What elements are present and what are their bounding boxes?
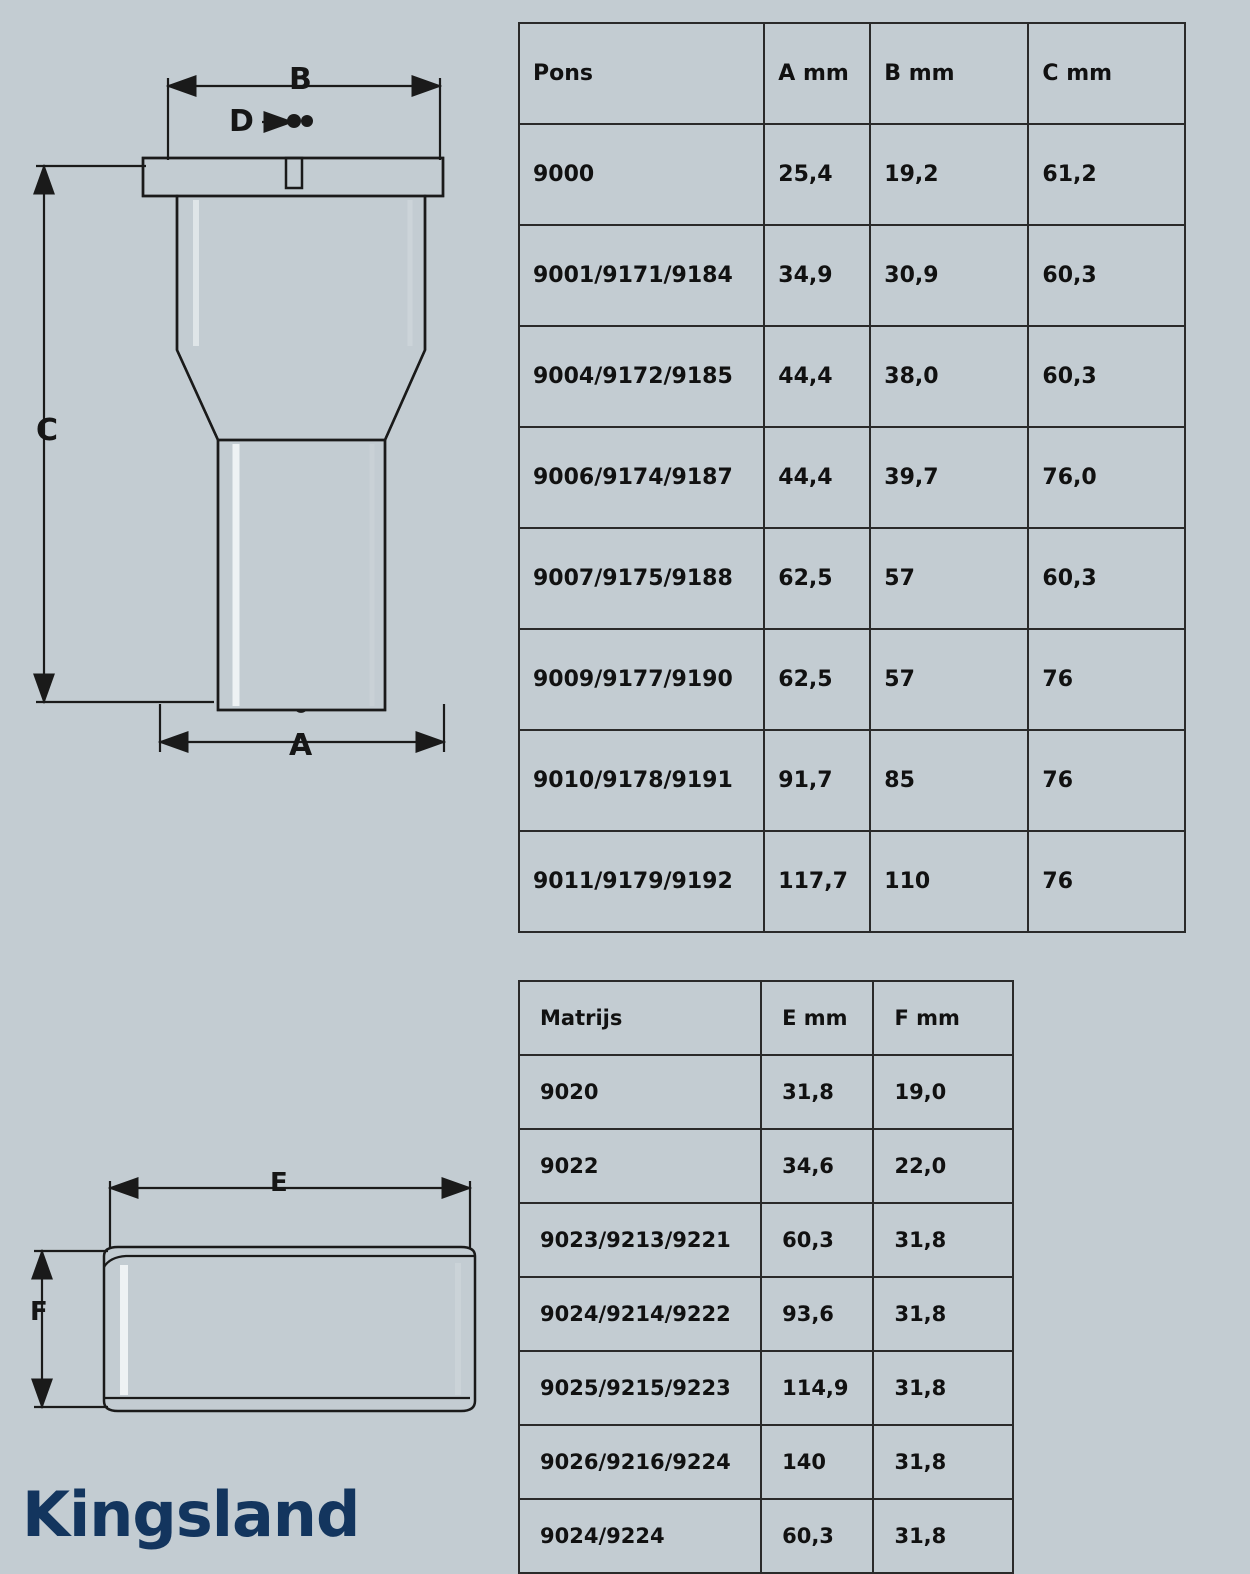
cell-matrijs-e: 140 <box>761 1425 873 1499</box>
table-row <box>519 1129 1013 1203</box>
table-row <box>519 1425 1013 1499</box>
column-header-c-mm: C mm <box>1028 23 1185 124</box>
table-row <box>519 1277 1013 1351</box>
cell-matrijs-f: 31,8 <box>873 1425 1013 1499</box>
cell-matrijs-e: 34,6 <box>761 1129 873 1203</box>
cell-pons-name: 9009/9177/9190 <box>519 629 764 730</box>
cell-matrijs-name: 9024/9224 <box>519 1499 761 1573</box>
column-header-a-mm: A mm <box>764 23 870 124</box>
cell-matrijs-e: 60,3 <box>761 1499 873 1573</box>
die-cross-section-drawing <box>0 1155 510 1495</box>
table-row <box>519 1055 1013 1129</box>
table-row <box>519 730 1185 831</box>
cell-pons-c: 76 <box>1028 730 1185 831</box>
column-header-pons: Pons <box>519 23 764 124</box>
cell-pons-a: 34,9 <box>764 225 870 326</box>
punch-cross-section-drawing <box>0 0 510 800</box>
cell-pons-name: 9000 <box>519 124 764 225</box>
column-header-f-mm: F mm <box>873 981 1013 1055</box>
cell-pons-c: 76 <box>1028 831 1185 932</box>
punch-dim-label-a: A <box>289 728 313 763</box>
cell-pons-c: 61,2 <box>1028 124 1185 225</box>
table-row <box>519 1203 1013 1277</box>
cell-matrijs-name: 9020 <box>519 1055 761 1129</box>
cell-pons-a: 91,7 <box>764 730 870 831</box>
cell-matrijs-f: 31,8 <box>873 1499 1013 1573</box>
cell-pons-a: 62,5 <box>764 528 870 629</box>
cell-matrijs-name: 9023/9213/9221 <box>519 1203 761 1277</box>
column-header-b-mm: B mm <box>870 23 1028 124</box>
table-row <box>519 1351 1013 1425</box>
punch-dim-label-c: C <box>36 413 59 448</box>
cell-pons-a: 117,7 <box>764 831 870 932</box>
table-row <box>519 427 1185 528</box>
column-header-matrijs: Matrijs <box>519 981 761 1055</box>
cell-pons-b: 39,7 <box>870 427 1028 528</box>
cell-pons-name: 9001/9171/9184 <box>519 225 764 326</box>
table-row <box>519 225 1185 326</box>
punch-dim-label-d: D <box>229 104 255 139</box>
cell-pons-b: 85 <box>870 730 1028 831</box>
cell-pons-name: 9006/9174/9187 <box>519 427 764 528</box>
cell-pons-c: 60,3 <box>1028 528 1185 629</box>
cell-pons-a: 25,4 <box>764 124 870 225</box>
cell-pons-name: 9004/9172/9185 <box>519 326 764 427</box>
cell-matrijs-e: 93,6 <box>761 1277 873 1351</box>
cell-matrijs-name: 9026/9216/9224 <box>519 1425 761 1499</box>
cell-matrijs-f: 31,8 <box>873 1203 1013 1277</box>
table-header-row <box>519 23 1185 124</box>
cell-pons-b: 57 <box>870 528 1028 629</box>
cell-pons-name: 9011/9179/9192 <box>519 831 764 932</box>
table-row <box>519 326 1185 427</box>
cell-pons-a: 44,4 <box>764 427 870 528</box>
cell-pons-name: 9010/9178/9191 <box>519 730 764 831</box>
cell-matrijs-f: 19,0 <box>873 1055 1013 1129</box>
cell-matrijs-e: 114,9 <box>761 1351 873 1425</box>
cell-pons-a: 62,5 <box>764 629 870 730</box>
cell-matrijs-f: 31,8 <box>873 1277 1013 1351</box>
pons-specifications-table <box>518 22 1186 933</box>
die-dim-label-e: E <box>270 1168 289 1198</box>
cell-matrijs-name: 9022 <box>519 1129 761 1203</box>
cell-matrijs-e: 31,8 <box>761 1055 873 1129</box>
table-row <box>519 629 1185 730</box>
cell-pons-c: 60,3 <box>1028 225 1185 326</box>
cell-pons-name: 9007/9175/9188 <box>519 528 764 629</box>
cell-pons-b: 38,0 <box>870 326 1028 427</box>
cell-pons-c: 76,0 <box>1028 427 1185 528</box>
cell-pons-c: 76 <box>1028 629 1185 730</box>
punch-dim-label-b: B <box>289 62 313 97</box>
table-row <box>519 1499 1013 1573</box>
matrijs-specifications-table <box>518 980 1014 1574</box>
cell-matrijs-f: 22,0 <box>873 1129 1013 1203</box>
table-header-row <box>519 981 1013 1055</box>
cell-matrijs-e: 60,3 <box>761 1203 873 1277</box>
column-header-e-mm: E mm <box>761 981 873 1055</box>
cell-pons-b: 19,2 <box>870 124 1028 225</box>
technical-drawing-panel <box>0 0 510 1563</box>
cell-matrijs-name: 9024/9214/9222 <box>519 1277 761 1351</box>
cell-pons-c: 60,3 <box>1028 326 1185 427</box>
cell-pons-b: 57 <box>870 629 1028 730</box>
brand-logo-text: Kingsland <box>22 1478 360 1551</box>
cell-pons-a: 44,4 <box>764 326 870 427</box>
cell-matrijs-f: 31,8 <box>873 1351 1013 1425</box>
table-row <box>519 528 1185 629</box>
cell-pons-b: 110 <box>870 831 1028 932</box>
cell-matrijs-name: 9025/9215/9223 <box>519 1351 761 1425</box>
table-row <box>519 831 1185 932</box>
table-row <box>519 124 1185 225</box>
die-dim-label-f: F <box>30 1297 49 1327</box>
cell-pons-b: 30,9 <box>870 225 1028 326</box>
